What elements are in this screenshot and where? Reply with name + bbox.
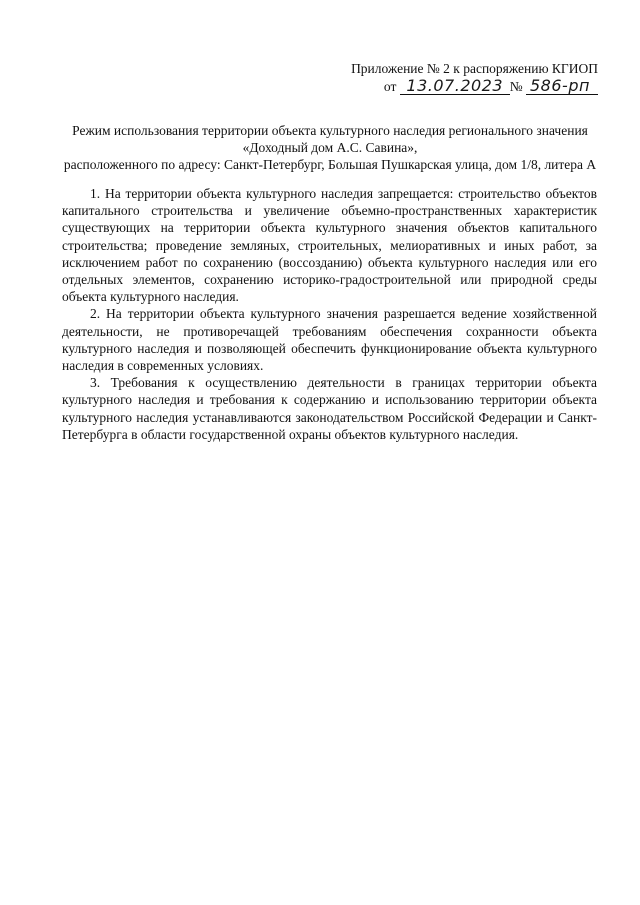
number-sign: № <box>509 79 523 94</box>
paragraph-1: 1. На территории объекта культурного наследия запрещается: строительство объектов капитального строительства и увеличение объемно-пространственных характеристик существующих на территории объекта культурного значения объектов капитального строительства; проведение земляных, строительных, мелиоративных и иных работ, за исключением работ по сохранению (воссозданию) объекта культурного наследия или его отдельных элементов, сохранению историко-градостроительной или природной среды объекта культурного наследия. <box>62 186 597 305</box>
appendix-date-number <box>338 78 598 95</box>
document-title <box>60 122 600 173</box>
title-line-3: расположенного по адресу: Санкт-Петербург, Большая Пушкарская улица, дом 1/8, литера А <box>63 157 597 172</box>
handwritten-date: 13.07.2023 <box>400 78 510 95</box>
handwritten-number: 586-рп <box>526 78 598 95</box>
from-prefix: от <box>383 79 397 94</box>
document-body <box>62 185 597 443</box>
title-line-1: Режим использования территории объекта культурного наследия регионального значения <box>72 123 588 138</box>
appendix-title: Приложение № 2 к распоряжению КГИОП <box>351 61 598 76</box>
appendix-header <box>338 60 598 95</box>
paragraph-3: 3. Требования к осуществлению деятельности в границах территории объекта культурного наследия и требования к содержанию и использованию территории объекта культурного наследия устанавливаются законодательством Российской Федерации и Санкт-Петербурга в области государственной охраны объектов культурного наследия. <box>62 375 597 442</box>
title-line-2: «Доходный дом А.С. Савина», <box>242 140 418 155</box>
paragraph-2: 2. На территории объекта культурного значения разрешается ведение хозяйственной деятельности, не противоречащей требованиям обеспечения сохранности объекта культурного наследия и позволяющей обеспечить функционирование объекта культурного наследия в современных условиях. <box>62 306 597 374</box>
